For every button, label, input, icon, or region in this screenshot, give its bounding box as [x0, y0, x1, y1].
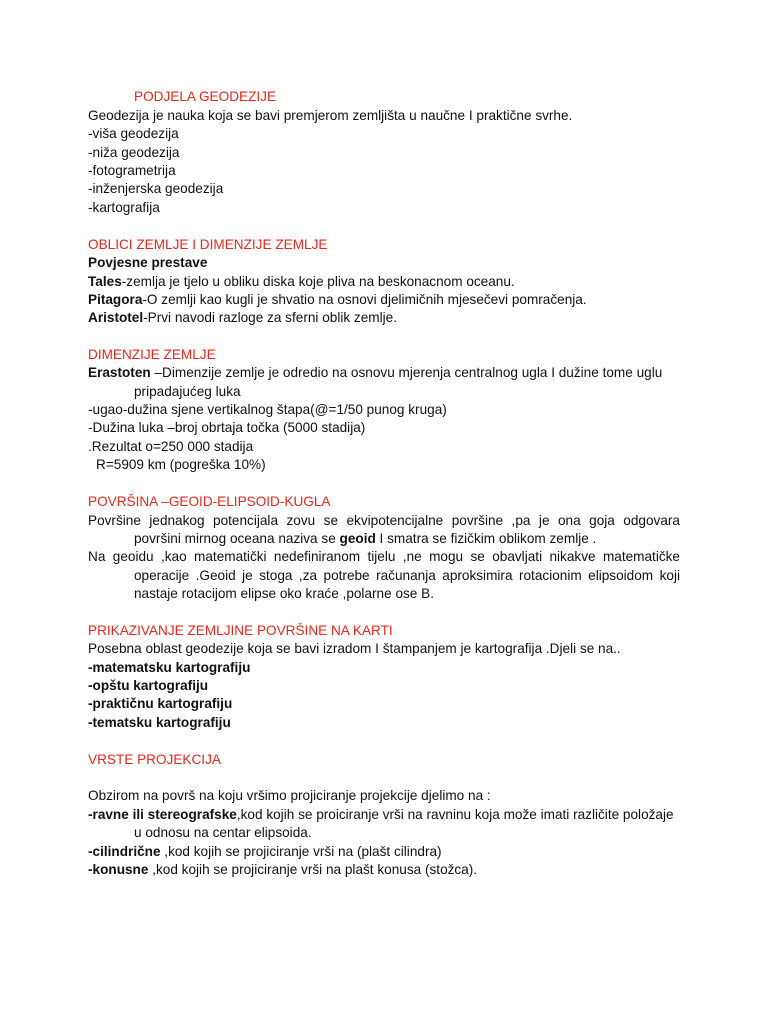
tales-line: Tales-zemlja je tjelo u obliku diska koje pliva na beskonacnom oceanu. [88, 274, 515, 289]
heading-vrste-projekcija: VRSTE PROJEKCIJA [88, 752, 221, 767]
geoid-paragraph-line-2: površini mirnog oceana naziva se geoid I smatra se fizičkim oblikom zemlje . [134, 531, 597, 546]
geodezija-definition: Geodezija je nauka koja se bavi premjerom zemljišta u naučne I praktične svrhe. [88, 108, 573, 123]
duzina-luka-line: -Dužina luka –broj obrtaja točka (5000 stadija) [88, 420, 366, 435]
pitagora-line: Pitagora-O zemlji kao kugli je shvatio na osnovi djelimičnih mjesečevi pomračenja. [88, 292, 587, 307]
radius-line: R=5909 km (pogreška 10%) [96, 457, 266, 472]
konusne-line: -konusne ,kod kojih se projiciranje vrši na plašt konusa (stožca). [88, 862, 478, 877]
erastoten-line: Erastoten –Dimenzije zemlje je odredio na osnovu mjerenja centralnog ugla I dužine tome uglu [88, 365, 663, 380]
heading-prikazivanje: PRIKAZIVANJE ZEMLJINE POVRŠINE NA KARTI [88, 623, 393, 638]
list-item: -inženjerska geodezija [88, 181, 224, 196]
cilindricne-line: -cilindrične ,kod kojih se projiciranje vrši na (plašt cilindra) [88, 844, 442, 859]
geoid-paragraph-line-1: Površine jednakog potencijala zovu se ekvipotencijalne površine ,pa je ona goja odgovara [88, 513, 680, 528]
ugao-line: -ugao-dužina sjene vertikalnog štapa(@=1/50 punog kruga) [88, 402, 447, 417]
list-item: -niža geodezija [88, 145, 180, 160]
ravne-line: -ravne ili stereografske,kod kojih se proiciranje vrši na ravninu koja može imati različite položaje [88, 807, 674, 822]
projekcije-intro: Obzirom na površ na koju vršimo projiciranje projekcije djelimo na : [88, 788, 491, 803]
heading-oblici-zemlje: OBLICI ZEMLJE I DIMENZIJE ZEMLJE [88, 237, 328, 252]
erastoten-line-cont: pripadajućeg luka [134, 384, 241, 399]
heading-podjela-geodezije: PODJELA GEODEZIJE [134, 89, 277, 104]
list-item: -fotogrametrija [88, 163, 176, 178]
geoid-paragraph2-line-3: nastaje rotacijom elipse oko kraće ,polarne ose B. [134, 586, 434, 601]
list-item: -praktičnu kartografiju [88, 696, 233, 711]
list-item: -opštu kartografiju [88, 678, 209, 693]
list-item: -kartografija [88, 200, 160, 215]
subheading-povjesne-prestave: Povjesne prestave [88, 255, 208, 270]
list-item: -viša geodezija [88, 126, 179, 141]
ravne-line-cont: u odnosu na centar elipsoida. [134, 825, 312, 840]
heading-povrsina-geoid: POVRŠINA –GEOID-ELIPSOID-KUGLA [88, 494, 331, 509]
list-item: -tematsku kartografiju [88, 715, 231, 730]
rezultat-line: .Rezultat o=250 000 stadija [88, 439, 254, 454]
geoid-paragraph2-line-2: operacije .Geoid je stoga ,za potrebe računanja aproksimira rotacionim elipsoidom koji [134, 568, 680, 583]
heading-dimenzije-zemlje: DIMENZIJE ZEMLJE [88, 347, 216, 362]
geoid-paragraph2-line-1: Na geoidu ,kao matematički nedefiniranom tijelu ,ne mogu se obavljati nikakve matematičke [88, 549, 680, 564]
aristotel-line: Aristotel-Prvi navodi razloge za sferni oblik zemlje. [88, 310, 397, 325]
list-item: -matematsku kartografiju [88, 660, 251, 675]
kartografija-intro: Posebna oblast geodezije koja se bavi izradom I štampanjem je kartografija .Djeli se na.. [88, 641, 621, 656]
